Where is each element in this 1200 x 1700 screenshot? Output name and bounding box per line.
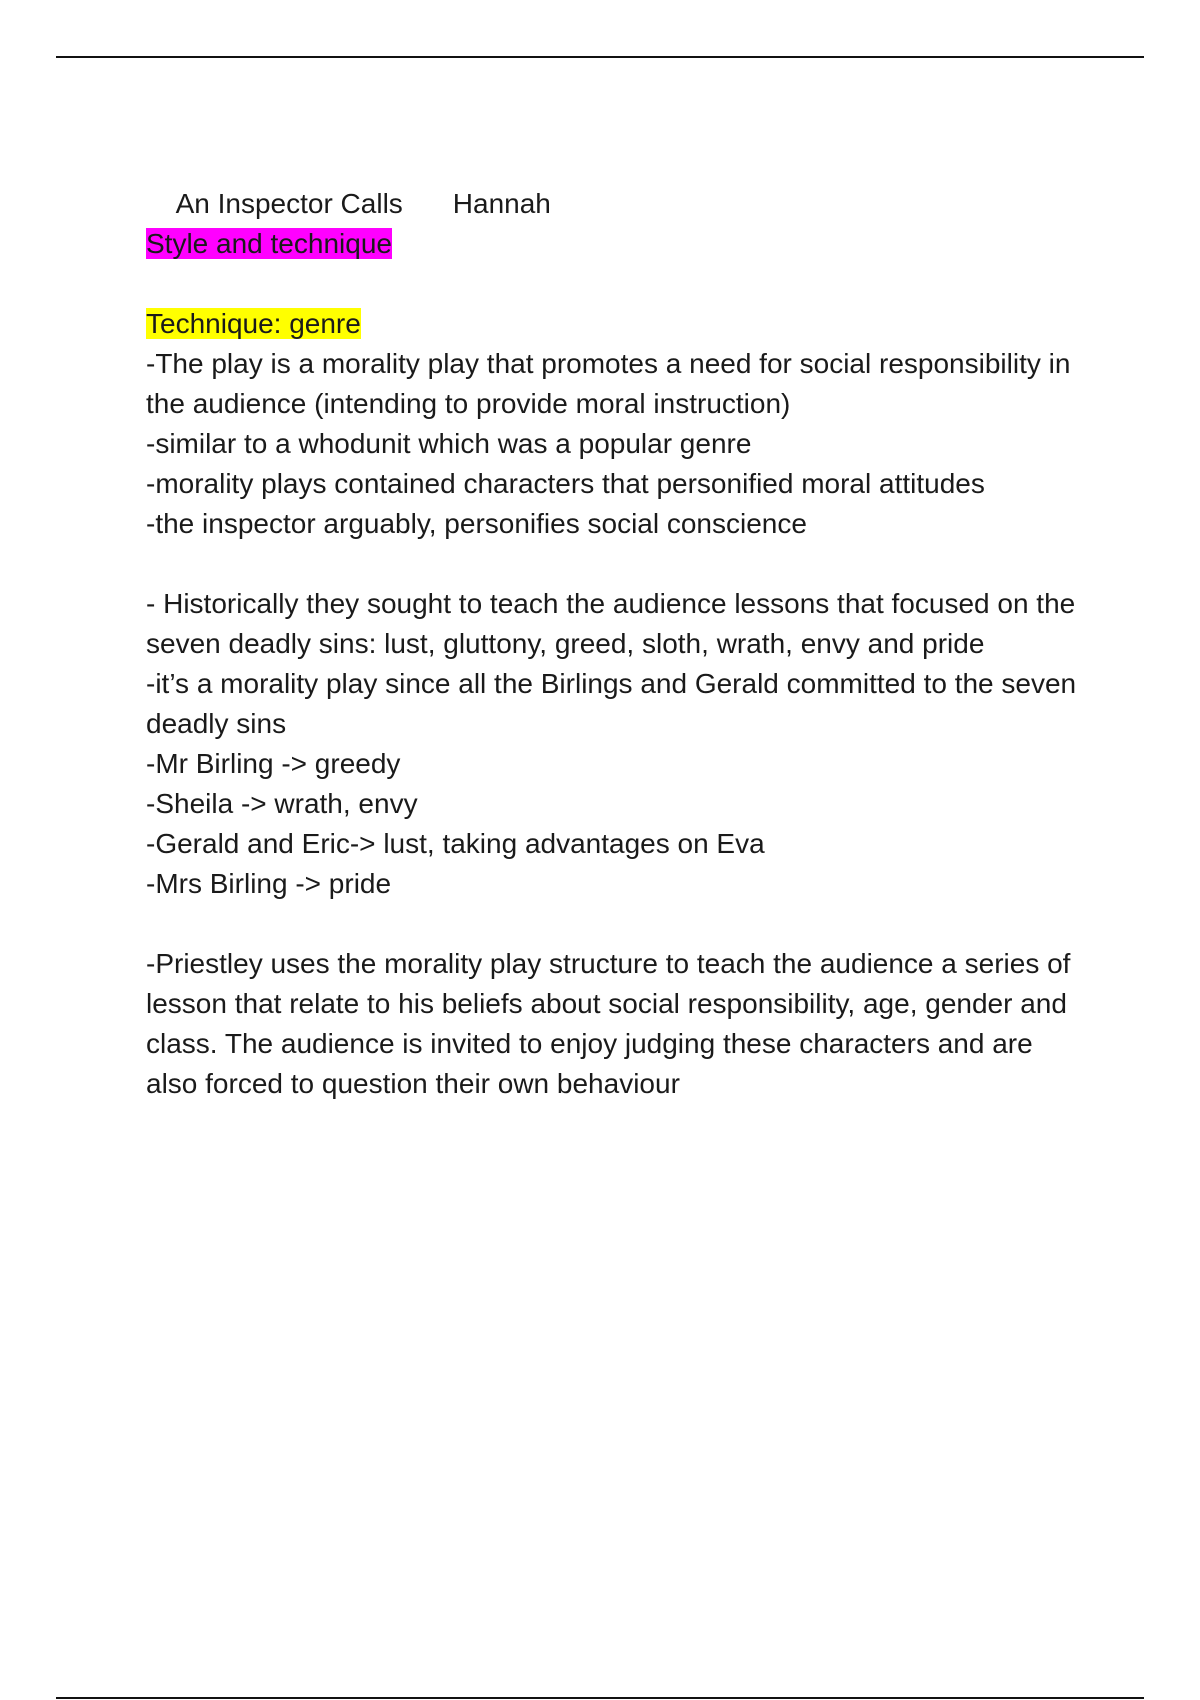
note-line: -Mrs Birling -> pride [146, 868, 392, 899]
document-title: An Inspector Calls [175, 188, 403, 219]
note-line: -Priestley uses the morality play structure to teach the audience a series of lesson that relate to his beliefs about social responsibility, age, gender and class. The audience is invited to enjoy judging these characters and are also forced to question their own behaviour [146, 948, 1071, 1099]
document-author: Hannah [452, 188, 551, 219]
document-page [146, 144, 1086, 1104]
note-line: -similar to a whodunit which was a popular genre [146, 428, 752, 459]
priestley-notes [146, 944, 1086, 1104]
note-line: -it’s a morality play since all the Birlings and Gerald committed to the seven deadly sins [146, 668, 1077, 739]
page-bottom-rule [56, 1697, 1144, 1699]
subheading-text: Technique: genre [146, 308, 361, 339]
note-line: -the inspector arguably, personifies social conscience [146, 508, 807, 539]
section-heading-text: Style and technique [146, 228, 392, 259]
subheading [146, 304, 1086, 344]
genre-notes [146, 344, 1086, 544]
note-line: -Mr Birling -> greedy [146, 748, 401, 779]
seven-sins-notes [146, 584, 1086, 904]
note-line: -The play is a morality play that promotes a need for social responsibility in the audience (intending to provide moral instruction) [146, 348, 1071, 419]
note-line: -morality plays contained characters that personified moral attitudes [146, 468, 985, 499]
document-header [146, 144, 1086, 219]
section-heading [146, 224, 1086, 264]
note-line: - Historically they sought to teach the audience lessons that focused on the seven deadly sins: lust, gluttony, greed, sloth, wrath, envy and pride [146, 588, 1076, 659]
note-line: -Gerald and Eric-> lust, taking advantages on Eva [146, 828, 765, 859]
page-top-rule [56, 56, 1144, 58]
note-line: -Sheila -> wrath, envy [146, 788, 418, 819]
